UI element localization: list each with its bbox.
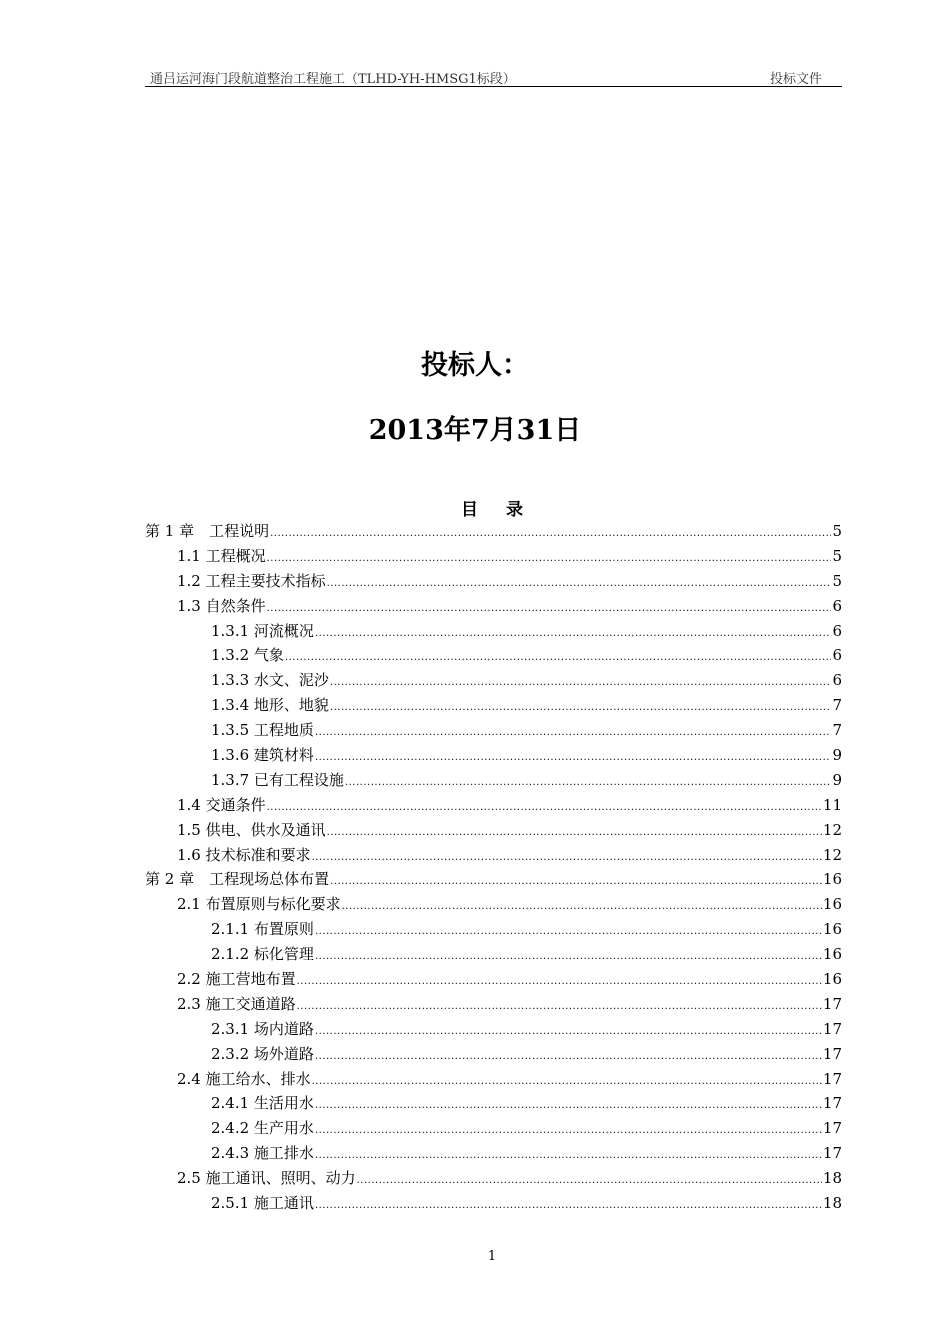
toc-entry[interactable] xyxy=(145,1141,842,1166)
toc-entry[interactable] xyxy=(145,818,842,843)
toc-entry[interactable] xyxy=(145,519,842,544)
toc-entry-label: 2.1.2 标化管理 xyxy=(211,945,314,964)
toc-entry-label: 第 2 章 工程现场总体布置 xyxy=(145,870,330,889)
header-document-type: 投标文件 xyxy=(769,72,822,87)
toc-entry-label: 2.3 施工交通道路 xyxy=(177,994,296,1013)
toc-entry[interactable] xyxy=(145,643,842,668)
toc-entry-page: 17 xyxy=(822,1119,842,1138)
toc-entry[interactable] xyxy=(145,1091,842,1116)
toc-entry-label: 1.4 交通条件 xyxy=(177,795,266,814)
toc-entry-label: 2.5 施工通讯、照明、动力 xyxy=(177,1169,356,1188)
toc-entry-page: 7 xyxy=(832,721,842,740)
toc-entry[interactable] xyxy=(145,892,842,917)
toc-entry[interactable] xyxy=(145,594,842,619)
toc-entry[interactable] xyxy=(145,967,842,992)
toc-entry-label: 1.6 技术标准和要求 xyxy=(177,845,311,864)
page-header xyxy=(145,66,842,87)
toc-entry-label: 1.3.4 地形、地貌 xyxy=(211,696,329,715)
toc-entry-label: 2.2 施工营地布置 xyxy=(177,970,296,989)
toc-entry-page: 16 xyxy=(822,945,842,964)
toc-entry-page: 18 xyxy=(822,1194,842,1213)
toc-entry-label: 2.3.2 场外道路 xyxy=(211,1044,314,1063)
toc-entry[interactable] xyxy=(145,1017,842,1042)
toc-entry-label: 1.3.2 气象 xyxy=(211,646,284,665)
toc-entry[interactable] xyxy=(145,1116,842,1141)
toc-entry[interactable] xyxy=(145,693,842,718)
toc-entry[interactable] xyxy=(145,1067,842,1092)
toc-entry[interactable] xyxy=(145,843,842,868)
submission-date: 2013年7月31日 xyxy=(368,415,582,446)
toc-entry-page: 6 xyxy=(832,671,842,690)
toc-entry-page: 5 xyxy=(832,546,842,565)
toc-entry-page: 12 xyxy=(822,820,842,839)
toc-entry-page: 5 xyxy=(832,571,842,590)
toc-entry-page: 9 xyxy=(832,746,842,765)
toc-entry-page: 5 xyxy=(832,522,842,540)
toc-entry-label: 2.1.1 布置原则 xyxy=(211,920,314,939)
toc-entry-label: 第 1 章 工程说明 xyxy=(145,522,270,540)
toc-entry-label: 1.3 自然条件 xyxy=(177,596,266,615)
toc-entry-label: 2.1 布置原则与标化要求 xyxy=(177,895,341,914)
toc-entry-page: 6 xyxy=(832,621,842,640)
toc-entry-label: 2.5.1 施工通讯 xyxy=(211,1194,314,1213)
toc-entry[interactable] xyxy=(145,1166,842,1191)
toc-entry-page: 6 xyxy=(832,646,842,665)
toc-entry-page: 17 xyxy=(822,1144,842,1163)
toc-entry[interactable] xyxy=(145,768,842,793)
toc-entry-page: 9 xyxy=(832,770,842,789)
toc-title xyxy=(0,495,950,520)
toc-entry-label: 1.3.5 工程地质 xyxy=(211,721,314,740)
toc-entry-label: 1.3.3 水文、泥沙 xyxy=(211,671,329,690)
toc-entry-page: 17 xyxy=(822,1069,842,1088)
toc-entry-label: 2.4.3 施工排水 xyxy=(211,1144,314,1163)
toc-entry[interactable] xyxy=(145,668,842,693)
toc-entry-label: 2.4.1 生活用水 xyxy=(211,1094,314,1113)
toc-entry-page: 12 xyxy=(822,845,842,864)
table-of-contents xyxy=(145,519,842,1216)
toc-entry-page: 16 xyxy=(822,970,842,989)
toc-entry[interactable] xyxy=(145,718,842,743)
toc-entry[interactable] xyxy=(145,793,842,818)
toc-entry-page: 18 xyxy=(822,1169,842,1188)
toc-entry-page: 17 xyxy=(822,994,842,1013)
toc-entry-page: 16 xyxy=(822,895,842,914)
toc-title-right: 录 xyxy=(506,500,523,520)
toc-title-left: 目 xyxy=(461,500,478,520)
toc-entry-page: 6 xyxy=(832,596,842,615)
toc-entry-page: 7 xyxy=(832,696,842,715)
bidder-label: 投标人： xyxy=(421,350,529,381)
toc-entry[interactable] xyxy=(145,569,842,594)
toc-entry-label: 1.3.1 河流概况 xyxy=(211,621,314,640)
toc-entry[interactable] xyxy=(145,619,842,644)
toc-entry-label: 2.4.2 生产用水 xyxy=(211,1119,314,1138)
toc-entry[interactable] xyxy=(145,1191,842,1216)
toc-entry-page: 17 xyxy=(822,1044,842,1063)
toc-entry[interactable] xyxy=(145,867,842,892)
page-number: 1 xyxy=(487,1249,497,1264)
toc-entry-label: 1.5 供电、供水及通讯 xyxy=(177,820,326,839)
toc-entry-label: 1.2 工程主要技术指标 xyxy=(177,571,326,590)
toc-entry-page: 17 xyxy=(822,1019,842,1038)
toc-entry-page: 16 xyxy=(822,920,842,939)
toc-entry[interactable] xyxy=(145,1042,842,1067)
toc-entry-label: 1.3.6 建筑材料 xyxy=(211,746,314,765)
toc-entry-label: 2.3.1 场内道路 xyxy=(211,1019,314,1038)
toc-entry[interactable] xyxy=(145,917,842,942)
toc-entry-page: 11 xyxy=(822,795,842,814)
toc-entry-page: 16 xyxy=(822,870,842,889)
toc-entry-label: 2.4 施工给水、排水 xyxy=(177,1069,311,1088)
toc-entry[interactable] xyxy=(145,544,842,569)
toc-entry-label: 1.3.7 已有工程设施 xyxy=(211,770,344,789)
toc-entry[interactable] xyxy=(145,743,842,768)
toc-entry-label: 1.1 工程概况 xyxy=(177,546,266,565)
toc-entry[interactable] xyxy=(145,992,842,1017)
header-project-title: 通吕运河海门段航道整治工程施工（TLHD-YH-HMSG1标段） xyxy=(150,72,516,87)
toc-entry-page: 17 xyxy=(822,1094,842,1113)
toc-entry[interactable] xyxy=(145,942,842,967)
